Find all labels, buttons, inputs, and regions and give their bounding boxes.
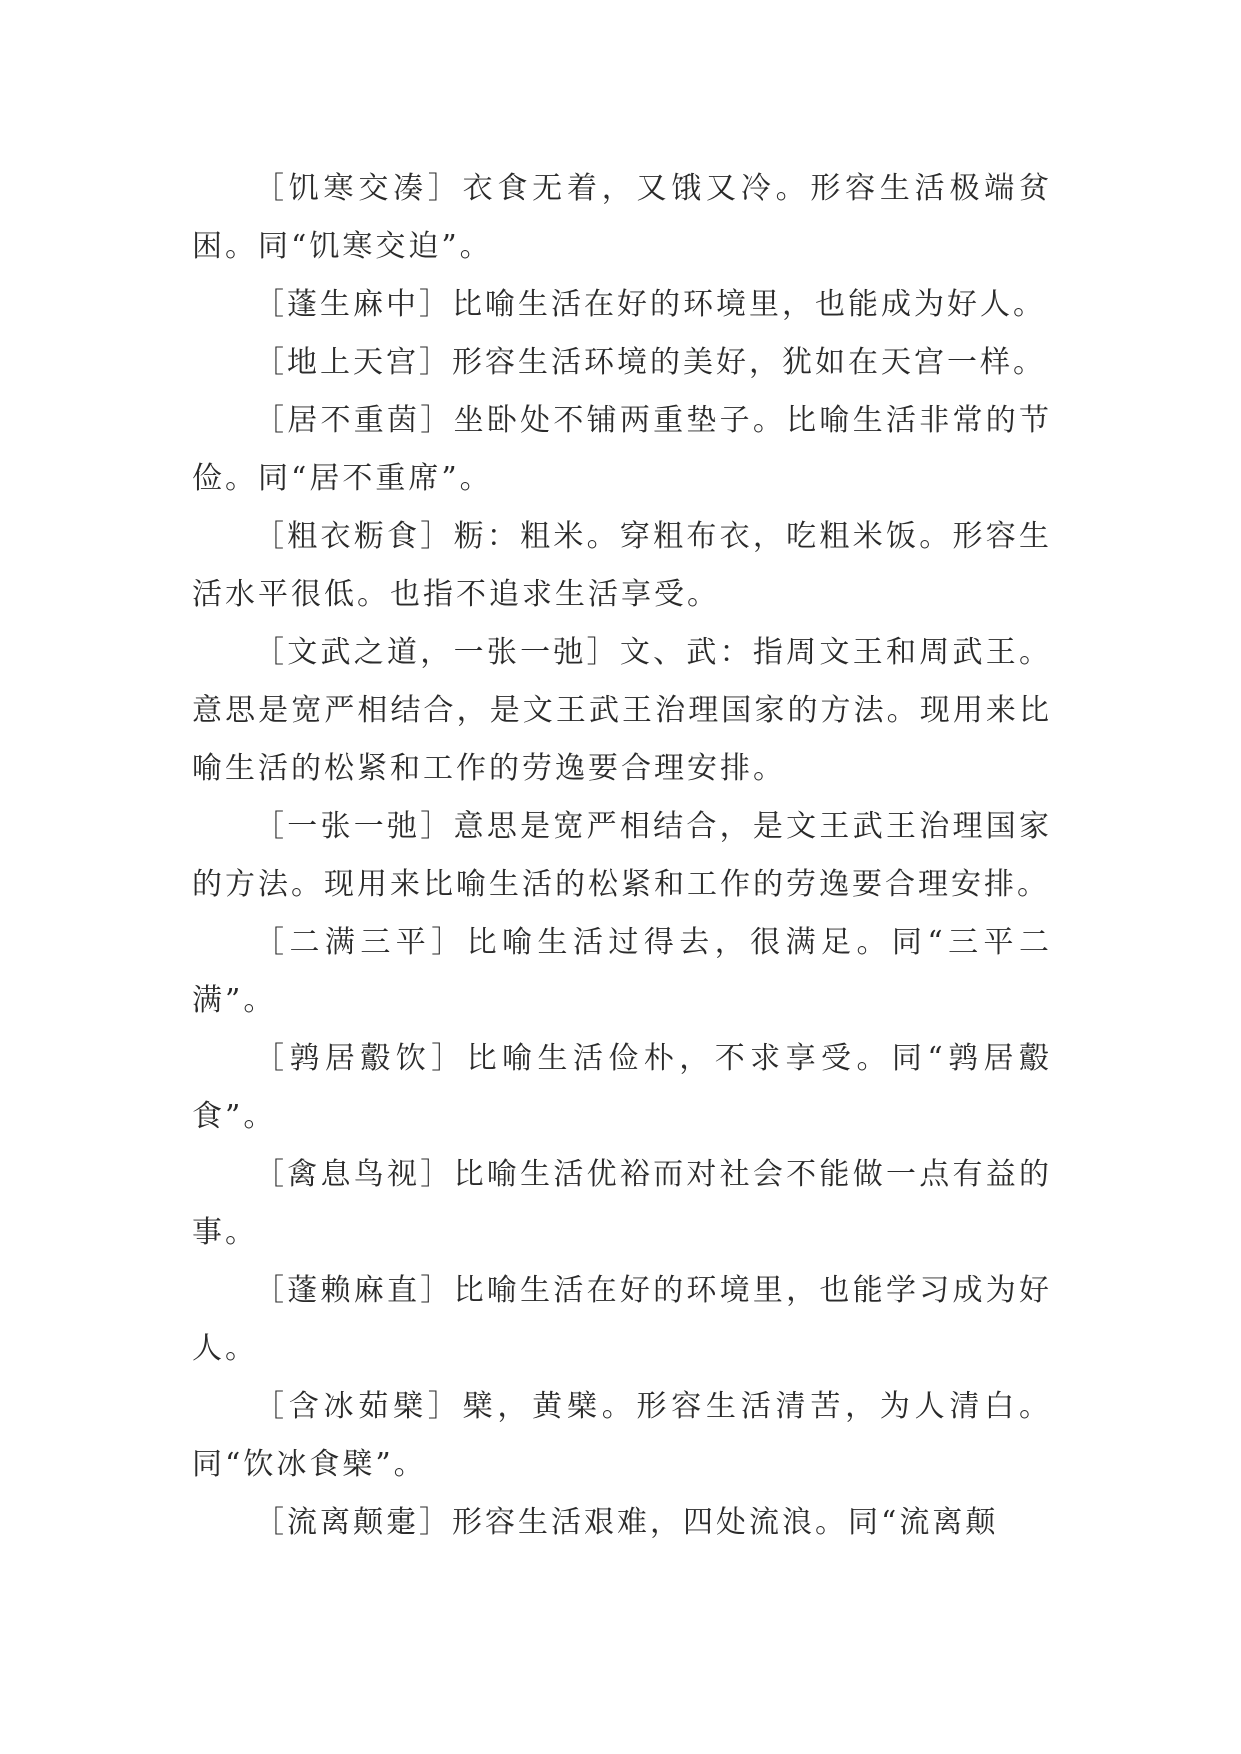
- idiom-entry-3: ［地上天宫］形容生活环境的美好，犹如在天宫一样。: [254, 345, 1046, 380]
- idiom-entry-13: ［流离颠疐］形容生活艰难，四处流浪。同“流离颠: [254, 1505, 999, 1540]
- idiom-entry-9: ［鹑居鷇饮］比喻生活俭朴，不求享受。同“鹑居鷇食”。: [192, 1041, 1052, 1134]
- idiom-entry-6: ［文武之道，一张一弛］文、武：指周文王和周武王。意思是宽严相结合，是文王武王治理国家的方法。现用来比喻生活的松紧和工作的劳逸要合理安排。: [192, 635, 1052, 786]
- idiom-entry-1: ［饥寒交凑］衣食无着，又饿又冷。形容生活极端贫困。同“饥寒交迫”。: [192, 171, 1052, 264]
- idiom-entry-4: ［居不重茵］坐卧处不铺两重垫子。比喻生活非常的节俭。同“居不重席”。: [192, 403, 1052, 496]
- idiom-entry-2: ［蓬生麻中］比喻生活在好的环境里，也能成为好人。: [254, 287, 1046, 322]
- idiom-entry-11: ［蓬赖麻直］比喻生活在好的环境里，也能学习成为好人。: [192, 1273, 1052, 1366]
- idiom-entry-7: ［一张一弛］意思是宽严相结合，是文王武王治理国家的方法。现用来比喻生活的松紧和工作的劳逸要合理安排。: [192, 809, 1052, 902]
- idiom-entry-12: ［含冰茹檗］檗，黄檗。形容生活清苦，为人清白。同“饮冰食檗”。: [192, 1389, 1052, 1482]
- idiom-entry-8: ［二满三平］比喻生活过得去，很满足。同“三平二满”。: [192, 925, 1052, 1018]
- idiom-list: [192, 160, 1052, 1552]
- idiom-entry-5: ［粗衣粝食］粝：粗米。穿粗布衣，吃粗米饭。形容生活水平很低。也指不追求生活享受。: [192, 519, 1052, 612]
- idiom-entry-10: ［禽息鸟视］比喻生活优裕而对社会不能做一点有益的事。: [192, 1157, 1052, 1250]
